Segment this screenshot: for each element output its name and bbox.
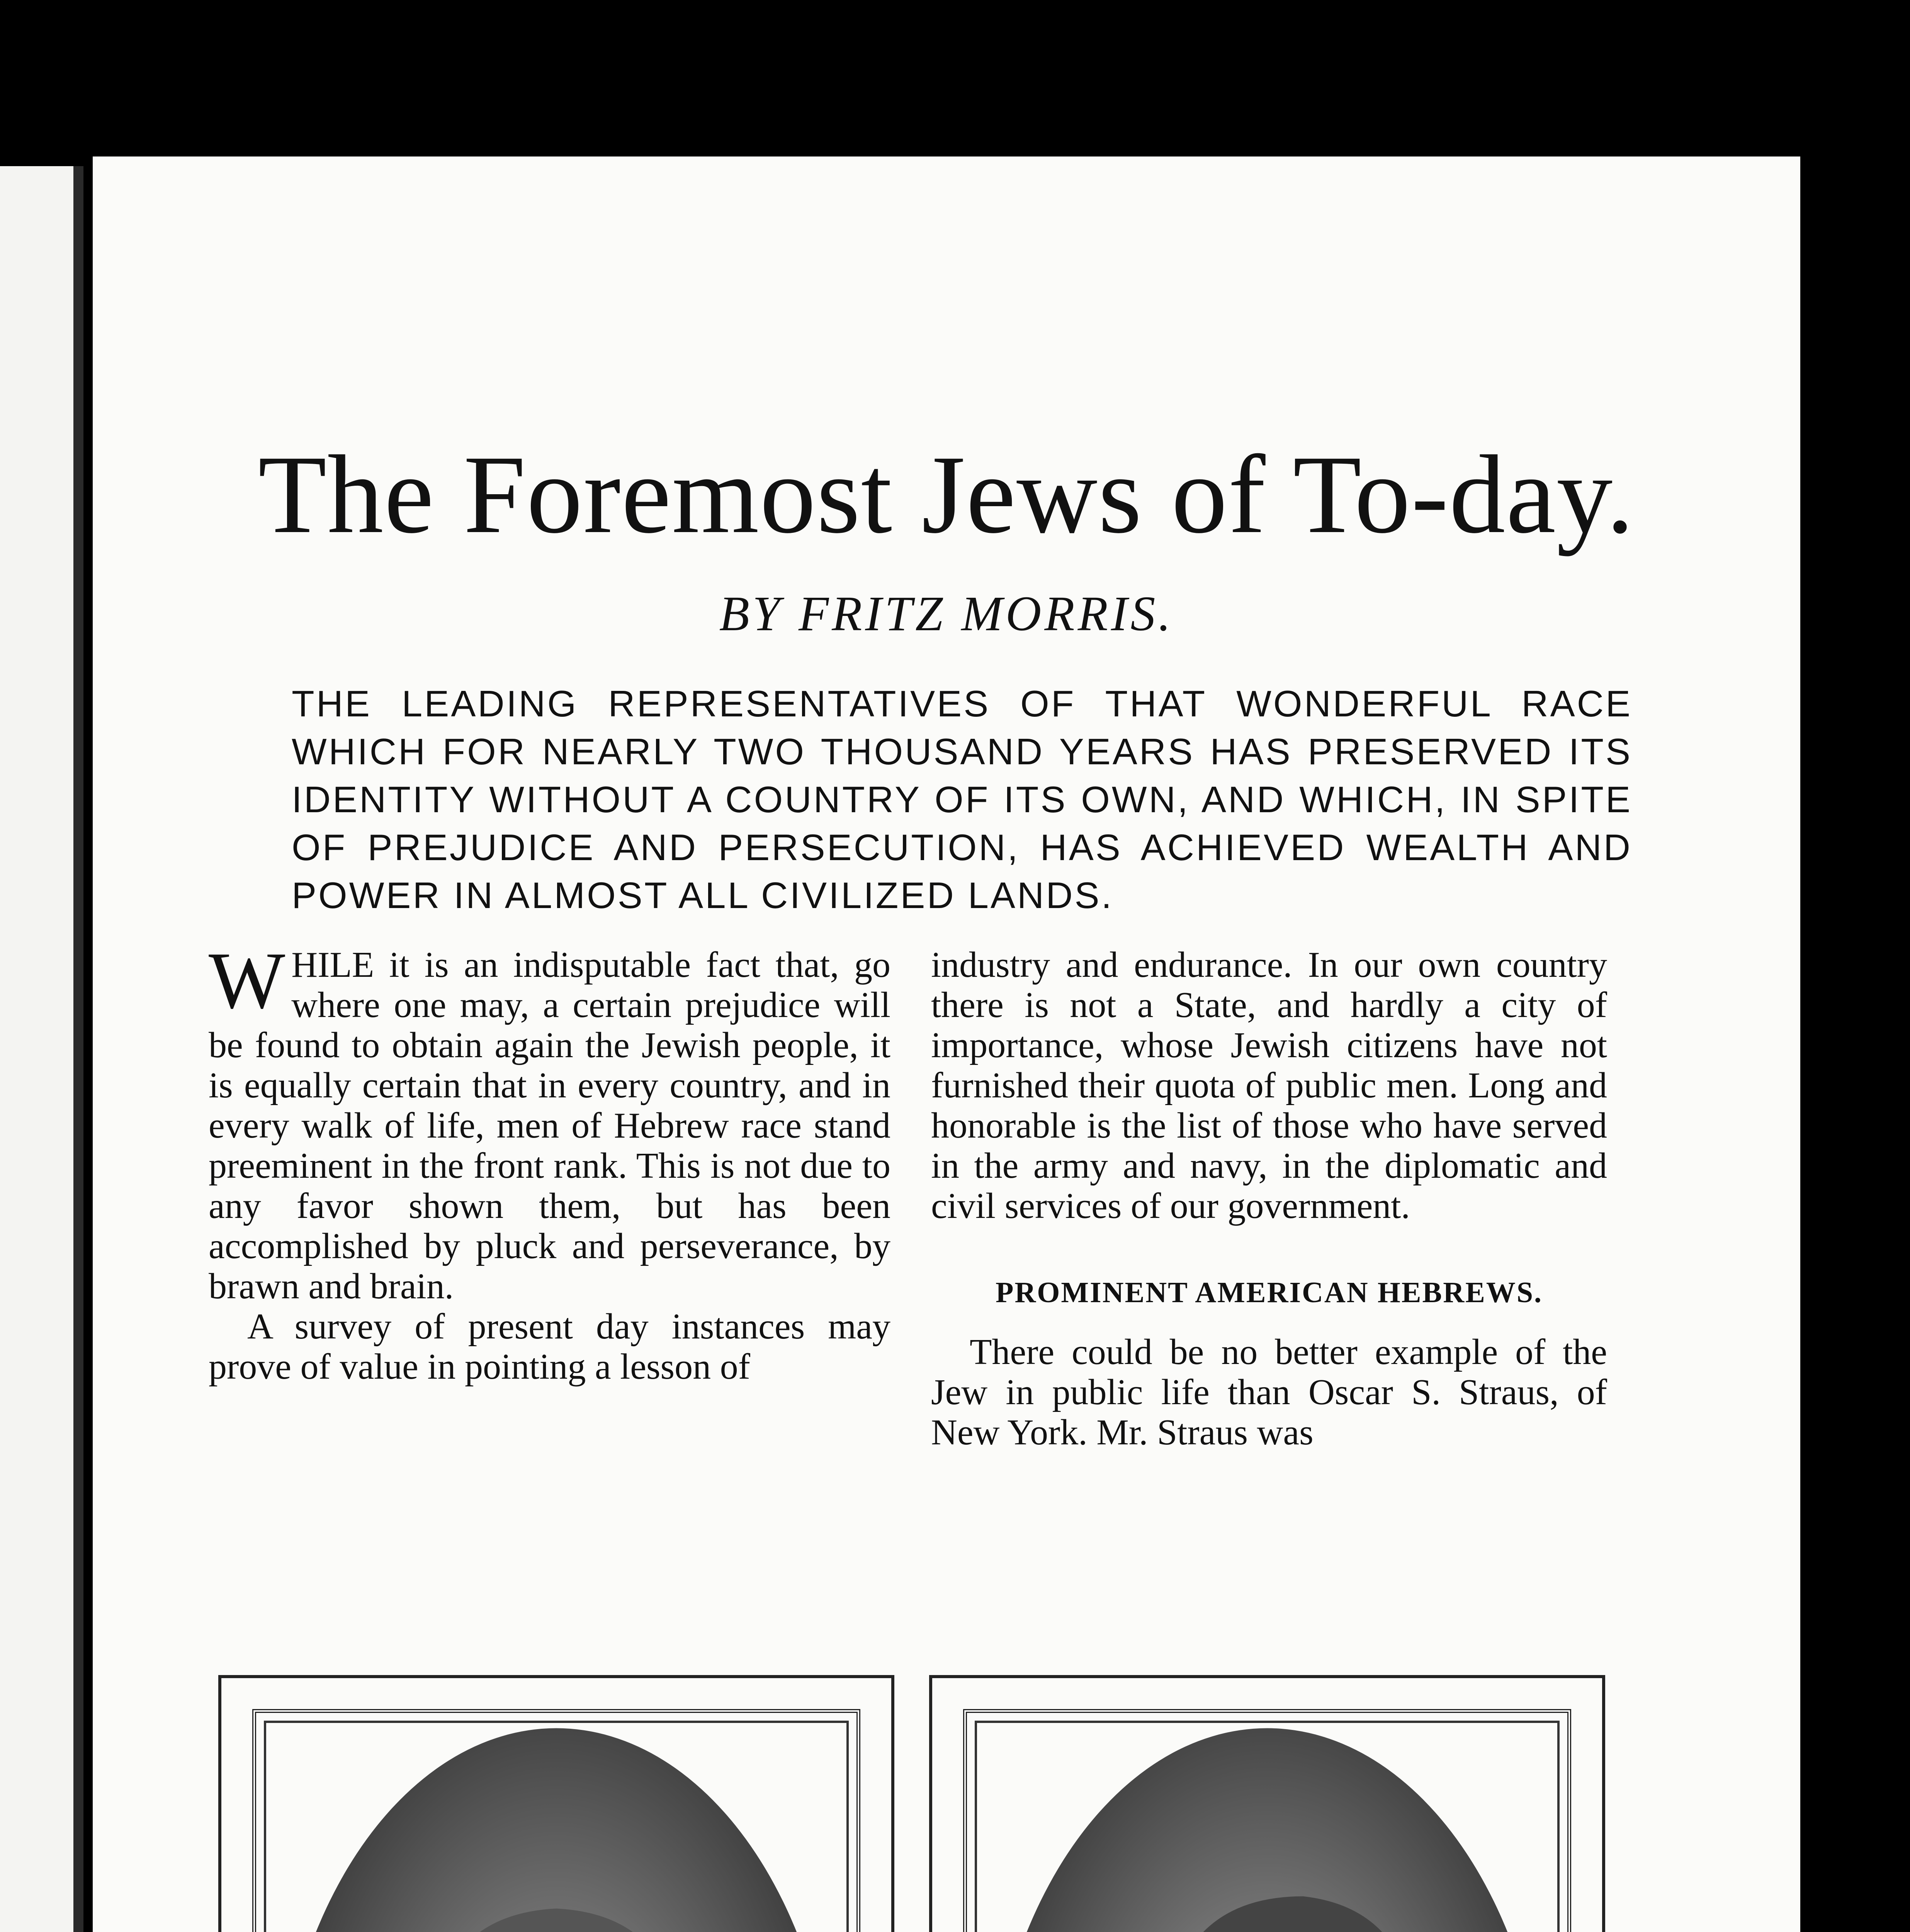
- article-subhead: THE LEADING REPRESENTATIVES OF THAT WONDERFUL RACE WHICH FOR NEARLY TWO THOUSAND YEARS HAS PRESERVED ITS IDENTITY WITHOUT A COUNTRY OF ITS OWN, AND WHICH, IN SPITE OF PREJUDICE AND PERSECUTION, HAS ACHIEVED WEALTH AND POWER IN ALMOST ALL CIVILIZED LANDS.: [292, 683, 1632, 916]
- portrait-frame-straus: [929, 1675, 1605, 1932]
- drop-cap: W: [209, 936, 285, 1026]
- body-paragraph: A survey of present day instances may prove of value in pointing a lesson of: [209, 1306, 890, 1387]
- magazine-page: [93, 156, 1800, 1932]
- body-column-left: [209, 936, 890, 1387]
- article-byline: BY FRITZ MORRIS.: [719, 586, 1174, 641]
- body-paragraph: [209, 936, 890, 1306]
- body-paragraph: industry and endurance. In our own country there is not a State, and hardly a city of importance, whose Jewish citizens have not furnished their quota of public men. Long and honorable is the list of those who have served in the army and navy, in the diplomatic and civil services of our government.: [931, 945, 1607, 1226]
- body-paragraph: There could be no better example of the Jew in public life than Oscar S. Straus, of New York. Mr. Straus was: [931, 1332, 1607, 1452]
- section-heading: PROMINENT AMERICAN HEBREWS.: [995, 1276, 1543, 1309]
- article-title: The Foremost Jews of To-day.: [258, 432, 1635, 556]
- portrait-photo-schiff: [256, 1713, 856, 1932]
- portrait-photo-straus: [967, 1713, 1567, 1932]
- body-column-right: [931, 945, 1607, 1452]
- portrait-frame-schiff: [218, 1675, 894, 1932]
- previous-page-edge: [0, 166, 83, 1932]
- paragraph-text: HILE it is an indisputable fact that, go where one may, a certain prejudice will be found to obtain again the Jewish people, it is equally certain that in every country, and in every walk of life, men of Hebrew race stand preeminent in the front rank. This is not due to any favor shown them, but has been accomplished by pluck and perseverance, by brawn and brain.: [209, 945, 890, 1306]
